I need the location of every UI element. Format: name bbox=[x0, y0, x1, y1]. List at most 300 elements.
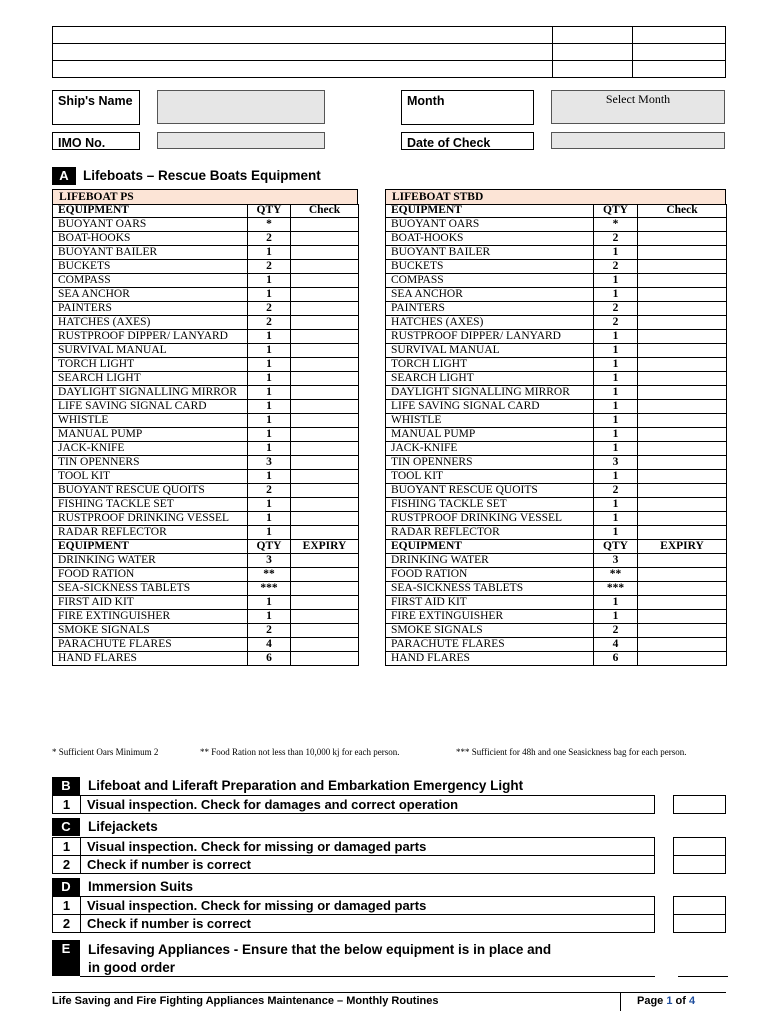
equipment-name: BUOYANT OARS bbox=[386, 218, 594, 232]
check-cell[interactable] bbox=[638, 400, 727, 414]
col-qty: QTY bbox=[248, 540, 291, 554]
table-row bbox=[386, 442, 727, 456]
equipment-name: DRINKING WATER bbox=[53, 554, 248, 568]
section-d-marker: D bbox=[52, 878, 80, 896]
header-row-divider bbox=[53, 43, 725, 44]
header-row-divider bbox=[53, 60, 725, 61]
equipment-name: RUSTPROOF DIPPER/ LANYARD bbox=[53, 330, 248, 344]
table-row bbox=[53, 498, 359, 512]
expiry-cell[interactable] bbox=[638, 638, 727, 652]
expiry-cell[interactable] bbox=[638, 610, 727, 624]
equipment-name: WHISTLE bbox=[53, 414, 248, 428]
table-row bbox=[386, 232, 727, 246]
equipment-name: BOAT-HOOKS bbox=[386, 232, 594, 246]
equipment-qty: 2 bbox=[248, 316, 291, 330]
equipment-qty: 1 bbox=[594, 372, 638, 386]
equipment-qty: 1 bbox=[248, 428, 291, 442]
equipment-name: TOOL KIT bbox=[53, 470, 248, 484]
equipment-qty: 1 bbox=[594, 512, 638, 526]
date-of-check-field[interactable] bbox=[551, 132, 725, 149]
check-cell[interactable] bbox=[638, 260, 727, 274]
check-cell[interactable] bbox=[291, 246, 359, 260]
check-cell[interactable] bbox=[638, 372, 727, 386]
equipment-qty: ** bbox=[594, 568, 638, 582]
check-cell[interactable] bbox=[291, 526, 359, 540]
equipment-qty: 3 bbox=[594, 554, 638, 568]
check-cell[interactable] bbox=[291, 260, 359, 274]
table-row bbox=[53, 344, 359, 358]
check-cell[interactable] bbox=[638, 330, 727, 344]
equipment-name: FIRE EXTINGUISHER bbox=[53, 610, 248, 624]
table-row bbox=[386, 652, 727, 666]
table-row bbox=[386, 638, 727, 652]
equipment-qty: 1 bbox=[594, 428, 638, 442]
task-description: Visual inspection. Check for missing or damaged parts bbox=[80, 837, 655, 856]
col-check: Check bbox=[291, 204, 359, 218]
section-e-letter: E bbox=[61, 941, 71, 956]
equipment-qty: 2 bbox=[248, 484, 291, 498]
table-row bbox=[53, 512, 359, 526]
check-cell[interactable] bbox=[638, 218, 727, 232]
equipment-name: MANUAL PUMP bbox=[53, 428, 248, 442]
equipment-name: BOAT-HOOKS bbox=[53, 232, 248, 246]
equipment-qty: 2 bbox=[594, 484, 638, 498]
equipment-qty: 1 bbox=[248, 610, 291, 624]
expiry-cell[interactable] bbox=[638, 624, 727, 638]
table-row bbox=[53, 456, 359, 470]
equipment-qty: *** bbox=[248, 582, 291, 596]
table-row bbox=[53, 484, 359, 498]
table-row bbox=[53, 372, 359, 386]
equipment-qty: 2 bbox=[594, 260, 638, 274]
equipment-name: LIFE SAVING SIGNAL CARD bbox=[53, 400, 248, 414]
equipment-name: BUOYANT BAILER bbox=[386, 246, 594, 260]
task-number: 2 bbox=[52, 914, 81, 933]
month-label: Month bbox=[401, 90, 534, 125]
equipment-name: DAYLIGHT SIGNALLING MIRROR bbox=[386, 386, 594, 400]
table-row bbox=[53, 400, 359, 414]
equipment-name: FOOD RATION bbox=[386, 568, 594, 582]
equipment-name: SEARCH LIGHT bbox=[53, 372, 248, 386]
table-row bbox=[53, 442, 359, 456]
task-description: Visual inspection. Check for missing or damaged parts bbox=[80, 896, 655, 915]
table-row bbox=[386, 610, 727, 624]
equipment-name: BUCKETS bbox=[53, 260, 248, 274]
equipment-qty: 6 bbox=[248, 652, 291, 666]
table-row bbox=[53, 554, 359, 568]
table-row bbox=[386, 414, 727, 428]
table-row bbox=[53, 652, 359, 666]
table-row bbox=[53, 582, 359, 596]
equipment-name: SEA-SICKNESS TABLETS bbox=[386, 582, 594, 596]
equipment-qty: 6 bbox=[594, 652, 638, 666]
lifeboat-ps-table bbox=[52, 204, 359, 666]
expiry-cell[interactable] bbox=[291, 582, 359, 596]
table-row bbox=[53, 414, 359, 428]
col-qty: QTY bbox=[594, 204, 638, 218]
equipment-qty: 1 bbox=[594, 288, 638, 302]
equipment-qty: 1 bbox=[248, 470, 291, 484]
equipment-name: BUOYANT RESCUE QUOITS bbox=[53, 484, 248, 498]
check-cell[interactable] bbox=[638, 302, 727, 316]
ships-name-label: Ship's Name bbox=[52, 90, 140, 125]
check-cell[interactable] bbox=[291, 288, 359, 302]
equipment-name: TORCH LIGHT bbox=[53, 358, 248, 372]
equipment-qty: 2 bbox=[594, 624, 638, 638]
expiry-cell[interactable] bbox=[291, 638, 359, 652]
expiry-cell[interactable] bbox=[638, 582, 727, 596]
equipment-qty: 1 bbox=[248, 246, 291, 260]
equipment-name: COMPASS bbox=[386, 274, 594, 288]
equipment-name: LIFE SAVING SIGNAL CARD bbox=[386, 400, 594, 414]
lifeboat-stbd-title: LIFEBOAT STBD bbox=[385, 189, 726, 205]
check-cell[interactable] bbox=[291, 428, 359, 442]
equipment-name: TORCH LIGHT bbox=[386, 358, 594, 372]
equipment-qty: 1 bbox=[594, 470, 638, 484]
col-qty: QTY bbox=[248, 204, 291, 218]
equipment-qty: 2 bbox=[594, 232, 638, 246]
equipment-qty: 1 bbox=[248, 512, 291, 526]
equipment-name: BUOYANT RESCUE QUOITS bbox=[386, 484, 594, 498]
check-cell[interactable] bbox=[291, 400, 359, 414]
month-select[interactable]: Select Month bbox=[551, 90, 725, 124]
task-number: 1 bbox=[52, 795, 81, 814]
equipment-qty: 3 bbox=[594, 456, 638, 470]
equipment-qty: * bbox=[594, 218, 638, 232]
section-c-marker: C bbox=[52, 818, 80, 836]
equipment-qty: 1 bbox=[248, 274, 291, 288]
equipment-name: JACK-KNIFE bbox=[53, 442, 248, 456]
equipment-name: HAND FLARES bbox=[386, 652, 594, 666]
table-header-row bbox=[53, 540, 359, 554]
equipment-name: HATCHES (AXES) bbox=[386, 316, 594, 330]
table-row bbox=[53, 316, 359, 330]
section-b-marker: B bbox=[52, 777, 80, 795]
equipment-qty: 4 bbox=[594, 638, 638, 652]
equipment-name: DRINKING WATER bbox=[386, 554, 594, 568]
equipment-qty: 1 bbox=[248, 442, 291, 456]
date-of-check-label: Date of Check bbox=[401, 132, 534, 150]
table-row bbox=[386, 456, 727, 470]
equipment-name: SMOKE SIGNALS bbox=[386, 624, 594, 638]
col-qty: QTY bbox=[594, 540, 638, 554]
table-header-row bbox=[386, 540, 727, 554]
equipment-qty: 1 bbox=[248, 358, 291, 372]
equipment-qty: 1 bbox=[594, 414, 638, 428]
footer bbox=[52, 995, 726, 1007]
table-row bbox=[386, 400, 727, 414]
table-row bbox=[386, 470, 727, 484]
task-number: 1 bbox=[52, 837, 81, 856]
equipment-qty: 1 bbox=[594, 400, 638, 414]
equipment-name: BUCKETS bbox=[386, 260, 594, 274]
check-cell[interactable] bbox=[638, 428, 727, 442]
note-seasick: *** Sufficient for 48h and one Seasickness bag for each person. bbox=[456, 747, 687, 757]
check-cell[interactable] bbox=[291, 344, 359, 358]
table-row bbox=[53, 610, 359, 624]
check-cell[interactable] bbox=[291, 302, 359, 316]
lifeboat-stbd-table bbox=[385, 204, 727, 666]
check-cell[interactable] bbox=[638, 344, 727, 358]
equipment-qty: 2 bbox=[248, 302, 291, 316]
equipment-qty: 2 bbox=[594, 316, 638, 330]
col-check: Check bbox=[638, 204, 727, 218]
expiry-cell[interactable] bbox=[638, 554, 727, 568]
equipment-qty: 1 bbox=[248, 498, 291, 512]
check-cell[interactable] bbox=[638, 442, 727, 456]
page-word: Page bbox=[637, 995, 664, 1007]
equipment-name: SEARCH LIGHT bbox=[386, 372, 594, 386]
equipment-qty: ** bbox=[248, 568, 291, 582]
check-cell[interactable] bbox=[291, 470, 359, 484]
expiry-cell[interactable] bbox=[291, 652, 359, 666]
note-food: ** Food Ration not less than 10,000 kj for each person. bbox=[200, 747, 400, 757]
table-row bbox=[386, 344, 727, 358]
table-row bbox=[53, 218, 359, 232]
check-cell[interactable] bbox=[638, 456, 727, 470]
table-row bbox=[386, 274, 727, 288]
expiry-cell[interactable] bbox=[291, 610, 359, 624]
table-row bbox=[386, 316, 727, 330]
equipment-qty: 1 bbox=[248, 372, 291, 386]
task-check-box[interactable] bbox=[673, 896, 726, 915]
table-row bbox=[386, 498, 727, 512]
equipment-qty: 1 bbox=[248, 288, 291, 302]
table-row bbox=[386, 484, 727, 498]
section-e-underline bbox=[80, 976, 655, 977]
equipment-qty: 1 bbox=[248, 526, 291, 540]
equipment-name: SEA ANCHOR bbox=[53, 288, 248, 302]
equipment-qty: 2 bbox=[248, 624, 291, 638]
equipment-qty: *** bbox=[594, 582, 638, 596]
task-description: Check if number is correct bbox=[80, 855, 655, 874]
task-check-box[interactable] bbox=[673, 914, 726, 933]
table-row bbox=[386, 624, 727, 638]
equipment-name: JACK-KNIFE bbox=[386, 442, 594, 456]
table-row bbox=[53, 638, 359, 652]
section-c-title: Lifejackets bbox=[88, 819, 158, 834]
table-header-row bbox=[386, 204, 727, 218]
equipment-qty: 1 bbox=[594, 274, 638, 288]
expiry-cell[interactable] bbox=[638, 568, 727, 582]
equipment-qty: 1 bbox=[594, 526, 638, 540]
equipment-name: WHISTLE bbox=[386, 414, 594, 428]
equipment-name: RADAR REFLECTOR bbox=[386, 526, 594, 540]
equipment-name: HATCHES (AXES) bbox=[53, 316, 248, 330]
expiry-cell[interactable] bbox=[638, 652, 727, 666]
equipment-name: RUSTPROOF DRINKING VESSEL bbox=[53, 512, 248, 526]
equipment-qty: 1 bbox=[594, 610, 638, 624]
table-row bbox=[386, 302, 727, 316]
section-d-title: Immersion Suits bbox=[88, 879, 194, 894]
table-row bbox=[386, 568, 727, 582]
table-row bbox=[386, 260, 727, 274]
check-cell[interactable] bbox=[638, 484, 727, 498]
section-e-title-line2: in good order bbox=[88, 960, 175, 975]
ships-name-field[interactable] bbox=[157, 90, 325, 124]
section-b-title: Lifeboat and Liferaft Preparation and Embarkation Emergency Light bbox=[88, 778, 524, 793]
equipment-name: DAYLIGHT SIGNALLING MIRROR bbox=[53, 386, 248, 400]
page-total: 4 bbox=[689, 995, 696, 1007]
table-row bbox=[53, 260, 359, 274]
page-indicator bbox=[637, 995, 695, 1007]
table-row bbox=[53, 386, 359, 400]
check-cell[interactable] bbox=[638, 246, 727, 260]
imo-field[interactable] bbox=[157, 132, 325, 149]
table-row bbox=[53, 288, 359, 302]
equipment-name: PAINTERS bbox=[386, 302, 594, 316]
task-number: 2 bbox=[52, 855, 81, 874]
equipment-name: TOOL KIT bbox=[386, 470, 594, 484]
check-cell[interactable] bbox=[291, 386, 359, 400]
equipment-name: BUOYANT BAILER bbox=[53, 246, 248, 260]
check-cell[interactable] bbox=[291, 484, 359, 498]
equipment-name: SURVIVAL MANUAL bbox=[386, 344, 594, 358]
equipment-name: FISHING TACKLE SET bbox=[386, 498, 594, 512]
check-cell[interactable] bbox=[638, 274, 727, 288]
table-row bbox=[53, 274, 359, 288]
equipment-qty: 4 bbox=[248, 638, 291, 652]
equipment-qty: 1 bbox=[248, 386, 291, 400]
footer-divider bbox=[620, 993, 621, 1011]
check-cell[interactable] bbox=[638, 386, 727, 400]
equipment-qty: 1 bbox=[248, 400, 291, 414]
table-row bbox=[386, 246, 727, 260]
equipment-qty: 2 bbox=[248, 232, 291, 246]
equipment-name: RADAR REFLECTOR bbox=[53, 526, 248, 540]
expiry-cell[interactable] bbox=[638, 596, 727, 610]
equipment-name: PARACHUTE FLARES bbox=[386, 638, 594, 652]
section-e-title-line1: Lifesaving Appliances - Ensure that the below equipment is in place and bbox=[88, 942, 552, 957]
equipment-name: COMPASS bbox=[53, 274, 248, 288]
check-cell[interactable] bbox=[638, 512, 727, 526]
equipment-name: SURVIVAL MANUAL bbox=[53, 344, 248, 358]
col-equipment: EQUIPMENT bbox=[53, 540, 248, 554]
table-row bbox=[53, 568, 359, 582]
equipment-qty: 1 bbox=[594, 442, 638, 456]
header-table bbox=[52, 26, 726, 78]
check-cell[interactable] bbox=[291, 414, 359, 428]
expiry-cell[interactable] bbox=[291, 596, 359, 610]
check-cell[interactable] bbox=[638, 526, 727, 540]
expiry-cell[interactable] bbox=[291, 624, 359, 638]
check-cell[interactable] bbox=[638, 470, 727, 484]
table-row bbox=[386, 554, 727, 568]
header-col-divider bbox=[632, 27, 633, 77]
equipment-name: RUSTPROOF DRINKING VESSEL bbox=[386, 512, 594, 526]
section-e-check-line bbox=[678, 976, 728, 977]
check-cell[interactable] bbox=[291, 218, 359, 232]
equipment-qty: 1 bbox=[248, 344, 291, 358]
equipment-qty: 3 bbox=[248, 456, 291, 470]
equipment-name: PAINTERS bbox=[53, 302, 248, 316]
equipment-name: SMOKE SIGNALS bbox=[53, 624, 248, 638]
equipment-qty: 2 bbox=[594, 302, 638, 316]
task-check-box[interactable] bbox=[673, 855, 726, 874]
equipment-name: PARACHUTE FLARES bbox=[53, 638, 248, 652]
table-row bbox=[53, 428, 359, 442]
check-cell[interactable] bbox=[638, 232, 727, 246]
table-row bbox=[53, 246, 359, 260]
equipment-name: SEA ANCHOR bbox=[386, 288, 594, 302]
check-cell[interactable] bbox=[291, 456, 359, 470]
equipment-name: FIRE EXTINGUISHER bbox=[386, 610, 594, 624]
check-cell[interactable] bbox=[291, 372, 359, 386]
footer-title: Life Saving and Fire Fighting Appliances Maintenance – Monthly Routines bbox=[52, 995, 439, 1007]
check-cell[interactable] bbox=[638, 288, 727, 302]
equipment-name: HAND FLARES bbox=[53, 652, 248, 666]
check-cell[interactable] bbox=[291, 316, 359, 330]
check-cell[interactable] bbox=[638, 498, 727, 512]
check-cell[interactable] bbox=[291, 232, 359, 246]
expiry-cell[interactable] bbox=[291, 554, 359, 568]
equipment-name: FIRST AID KIT bbox=[53, 596, 248, 610]
equipment-qty: 1 bbox=[594, 596, 638, 610]
equipment-name: BUOYANT OARS bbox=[53, 218, 248, 232]
footer-rule bbox=[52, 992, 726, 993]
table-row bbox=[53, 330, 359, 344]
col-equipment: EQUIPMENT bbox=[53, 204, 248, 218]
check-cell[interactable] bbox=[291, 358, 359, 372]
imo-label: IMO No. bbox=[52, 132, 140, 150]
table-row bbox=[386, 526, 727, 540]
table-row bbox=[53, 624, 359, 638]
table-row bbox=[53, 302, 359, 316]
equipment-qty: 1 bbox=[248, 596, 291, 610]
section-a-title: Lifeboats – Rescue Boats Equipment bbox=[83, 168, 321, 183]
check-cell[interactable] bbox=[291, 442, 359, 456]
equipment-qty: 3 bbox=[248, 554, 291, 568]
equipment-qty: * bbox=[248, 218, 291, 232]
note-oars: * Sufficient Oars Minimum 2 bbox=[52, 747, 159, 757]
equipment-name: FOOD RATION bbox=[53, 568, 248, 582]
equipment-name: TIN OPENNERS bbox=[53, 456, 248, 470]
task-description: Visual inspection. Check for damages and correct operation bbox=[80, 795, 655, 814]
table-row bbox=[53, 526, 359, 540]
equipment-qty: 1 bbox=[594, 498, 638, 512]
expiry-cell[interactable] bbox=[291, 568, 359, 582]
check-cell[interactable] bbox=[291, 274, 359, 288]
section-e-marker bbox=[52, 940, 80, 976]
page-number: 1 bbox=[666, 995, 673, 1007]
table-row bbox=[53, 596, 359, 610]
section-e-title bbox=[88, 941, 551, 977]
table-row bbox=[386, 358, 727, 372]
section-a-marker: A bbox=[52, 167, 76, 185]
task-check-box[interactable] bbox=[673, 795, 726, 814]
table-row bbox=[386, 372, 727, 386]
table-row bbox=[386, 330, 727, 344]
check-cell[interactable] bbox=[291, 512, 359, 526]
table-row bbox=[53, 470, 359, 484]
col-expiry: EXPIRY bbox=[291, 540, 359, 554]
task-check-box[interactable] bbox=[673, 837, 726, 856]
check-cell[interactable] bbox=[291, 330, 359, 344]
task-description: Check if number is correct bbox=[80, 914, 655, 933]
check-cell[interactable] bbox=[291, 498, 359, 512]
equipment-name: RUSTPROOF DIPPER/ LANYARD bbox=[386, 330, 594, 344]
col-expiry: EXPIRY bbox=[638, 540, 727, 554]
check-cell[interactable] bbox=[638, 316, 727, 330]
equipment-qty: 1 bbox=[594, 386, 638, 400]
check-cell[interactable] bbox=[638, 414, 727, 428]
header-col-divider bbox=[552, 27, 553, 77]
equipment-name: FISHING TACKLE SET bbox=[53, 498, 248, 512]
check-cell[interactable] bbox=[638, 358, 727, 372]
table-row bbox=[53, 232, 359, 246]
equipment-qty: 1 bbox=[594, 344, 638, 358]
equipment-name: MANUAL PUMP bbox=[386, 428, 594, 442]
